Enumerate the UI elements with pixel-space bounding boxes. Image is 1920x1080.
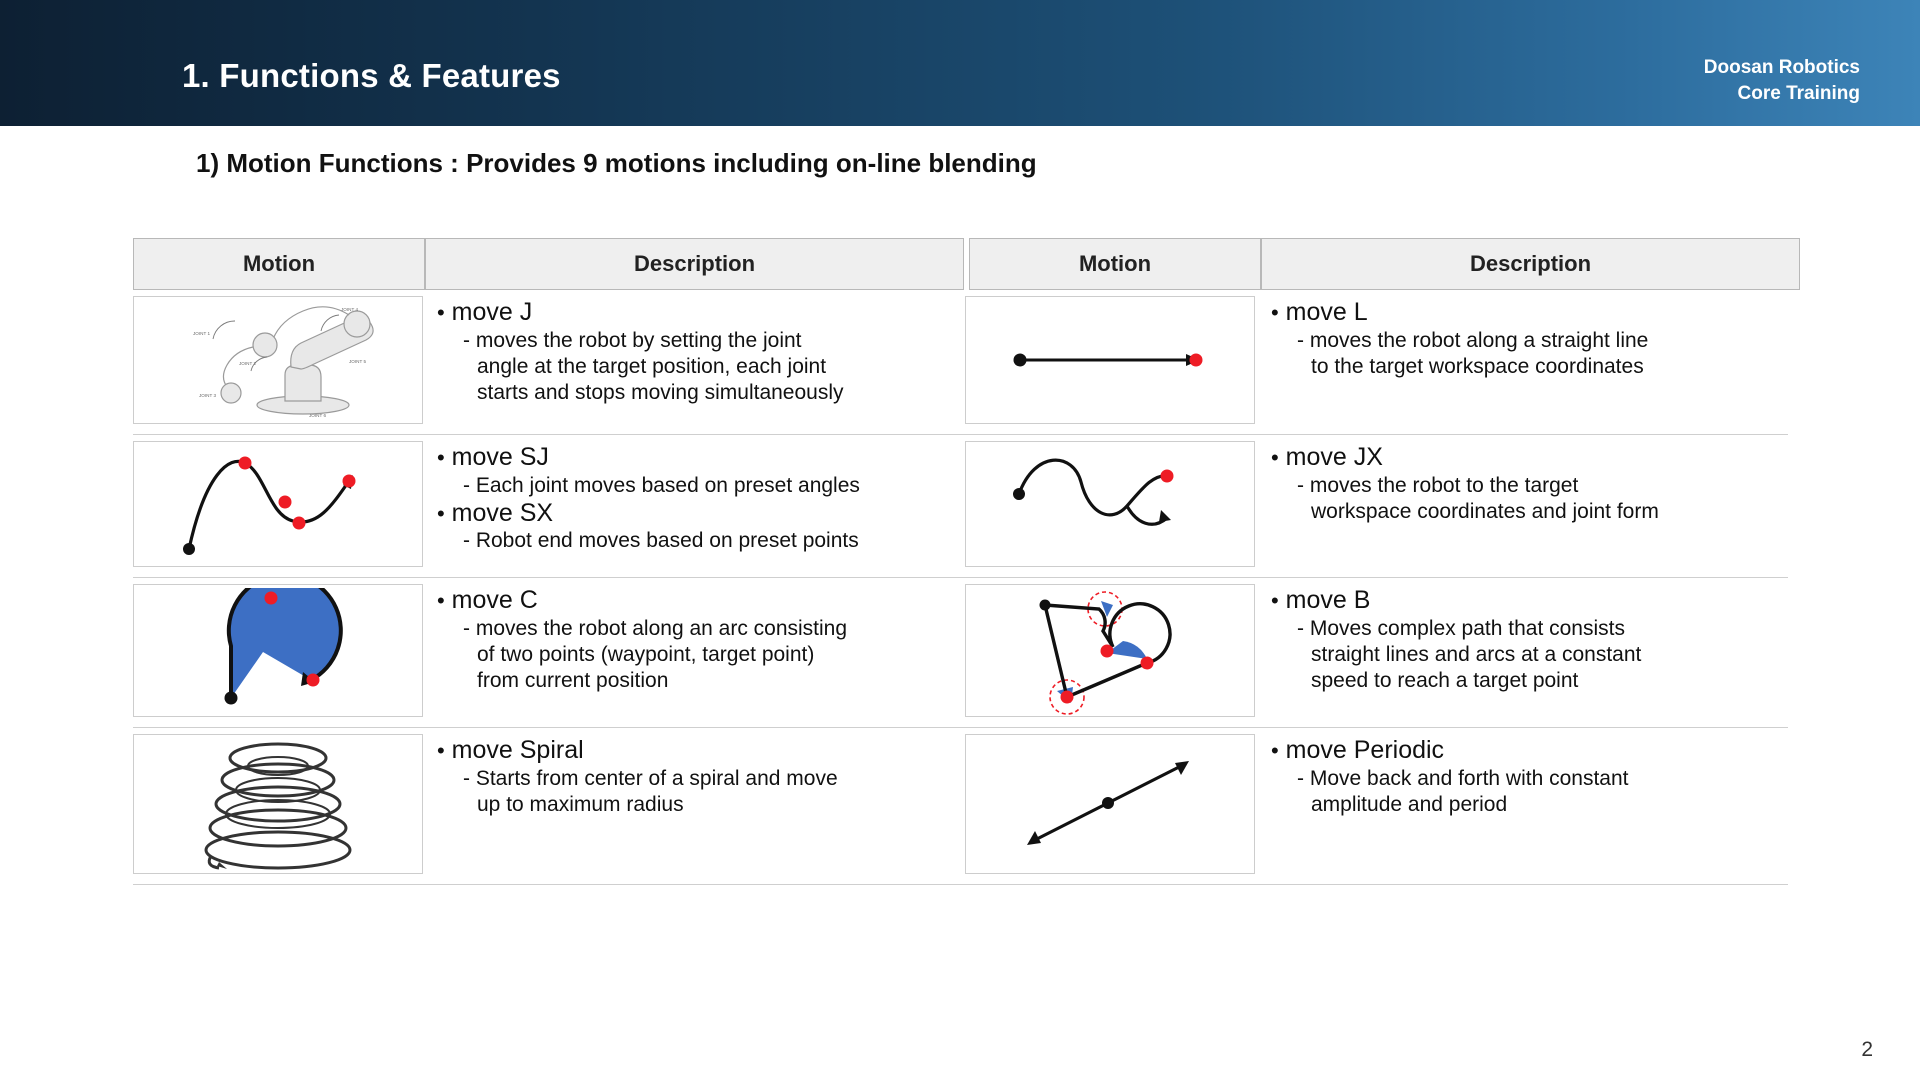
description-cell: [423, 728, 960, 884]
motion-functions-table: [133, 238, 1788, 885]
bullet-title: • move J: [437, 298, 533, 326]
description-line: - moves the robot to the target: [1297, 473, 1579, 497]
brand-line-2: Core Training: [1737, 82, 1860, 104]
section-subtitle: 1) Motion Functions : Provides 9 motions including on-line blending: [196, 148, 1037, 178]
description-line: workspace coordinates and joint form: [1311, 499, 1659, 523]
description-cell: [1255, 435, 1792, 577]
table-row: [133, 290, 1788, 435]
column-header-motion-right: Motion: [969, 238, 1261, 290]
brand-line-1: Doosan Robotics: [1703, 57, 1860, 78]
straight-line-arrow-figure: [965, 296, 1255, 424]
description-line: - moves the robot by setting the joint: [463, 328, 802, 352]
description-line: - moves the robot along an arc consisting: [463, 616, 848, 640]
svg-text:JOINT 2: JOINT 2: [239, 361, 257, 366]
bullet-title: • move B: [1271, 586, 1371, 614]
description-cell: [1255, 728, 1792, 884]
description-line: of two points (waypoint, target point): [477, 642, 815, 666]
blended-path-figure: [965, 584, 1255, 717]
page-number: 2: [1861, 1038, 1873, 1061]
arc-circle-sector-figure: [133, 584, 423, 717]
description-cell: [423, 290, 960, 434]
description-cell: [1255, 290, 1792, 434]
description-cell: [423, 435, 960, 577]
description-cell: [1255, 578, 1792, 727]
bullet-title: • move Periodic: [1271, 736, 1445, 764]
description-line: - moves the robot along a straight line: [1297, 328, 1649, 352]
slide-header: [0, 0, 1920, 126]
description-line: straight lines and arcs at a constant: [1311, 642, 1642, 666]
s-curve-path-figure: [965, 441, 1255, 567]
bullet-title: • move SJ: [437, 443, 549, 471]
svg-text:JOINT 5: JOINT 5: [349, 359, 367, 364]
table-header-row: [133, 238, 1788, 290]
description-line: starts and stops moving simultaneously: [477, 380, 844, 404]
description-line: speed to reach a target point: [1311, 668, 1579, 692]
page-title: 1. Functions & Features: [182, 57, 561, 94]
description-line: to the target workspace coordinates: [1311, 354, 1644, 378]
bullet-title: • move JX: [1271, 443, 1383, 471]
robot-arm-joint-motion-figure: [133, 296, 423, 424]
bullet-title: • move L: [1271, 298, 1368, 326]
description-line: - Robot end moves based on preset points: [463, 529, 859, 553]
bullet-title: • move C: [437, 586, 538, 614]
brand-block: [1704, 55, 1860, 106]
spiral-coil-figure: [133, 734, 423, 874]
description-line: angle at the target position, each joint: [477, 354, 827, 378]
svg-text:JOINT 3: JOINT 3: [199, 393, 217, 398]
description-line: - Move back and forth with constant: [1297, 766, 1629, 790]
table-row: [133, 435, 1788, 578]
column-header-motion-left: Motion: [133, 238, 425, 290]
description-line: - Starts from center of a spiral and move: [463, 766, 838, 790]
column-header-description-right: Description: [1261, 238, 1800, 290]
column-header-description-left: Description: [425, 238, 964, 290]
description-line: up to maximum radius: [477, 792, 684, 816]
double-arrow-periodic-figure: [965, 734, 1255, 874]
bullet-title: • move Spiral: [437, 736, 584, 764]
description-line: - Moves complex path that consists: [1297, 616, 1625, 640]
bullet-title: • move SX: [437, 498, 554, 527]
description-line: amplitude and period: [1311, 792, 1508, 816]
table-row: [133, 728, 1788, 885]
table-row: [133, 578, 1788, 728]
spline-waypoints-figure: [133, 441, 423, 567]
svg-text:JOINT 1: JOINT 1: [193, 331, 211, 336]
description-cell: [423, 578, 960, 727]
description-line: - Each joint moves based on preset angles: [463, 473, 860, 497]
svg-text:JOINT 6: JOINT 6: [309, 413, 327, 418]
description-line: from current position: [477, 668, 669, 692]
svg-text:JOINT 4: JOINT 4: [341, 307, 359, 312]
